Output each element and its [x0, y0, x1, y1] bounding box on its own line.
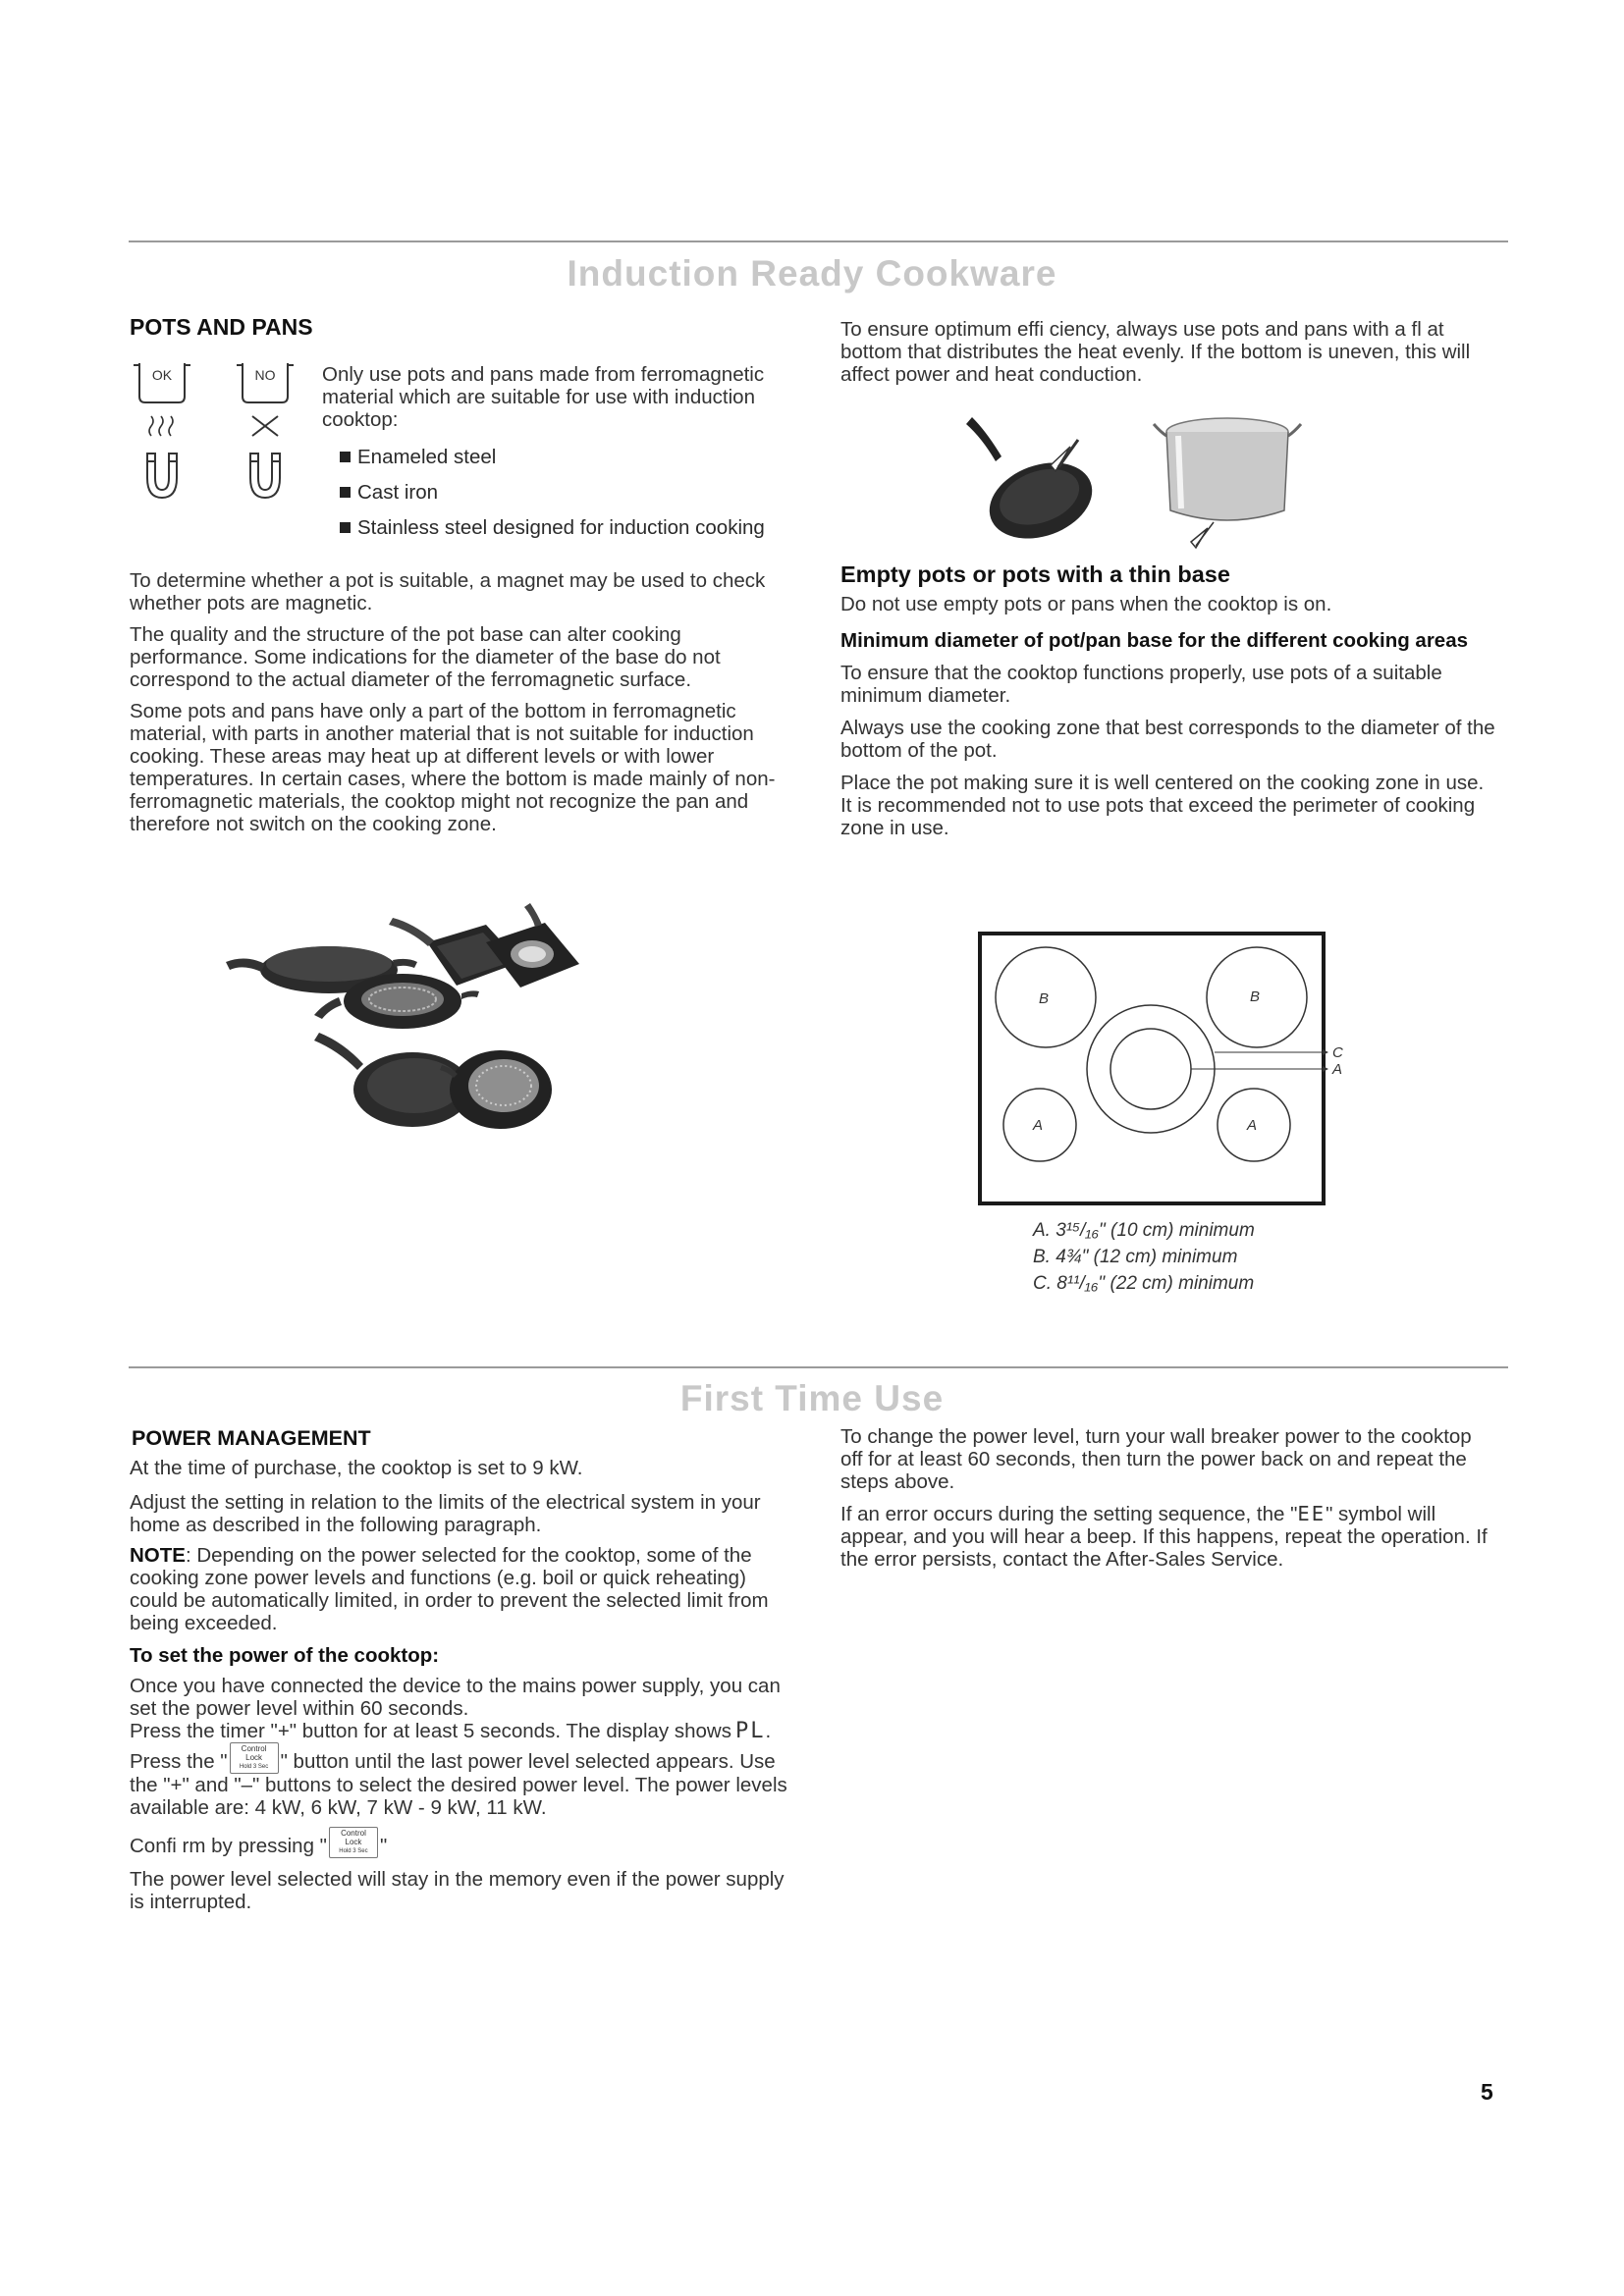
note-paragraph	[130, 1544, 797, 1634]
ok-pot-icon	[134, 363, 190, 402]
page-number: 5	[1481, 2079, 1493, 2105]
legend-b: B. 4¾" (12 cm) minimum	[1033, 1247, 1238, 1267]
quality-paragraph: The quality and the structure of the pot base can alter cooking performance. Some indications for the diameter of the base do not correspond to the actual diameter of the ferromagnetic surface.	[130, 623, 721, 691]
diameter-legend	[1033, 1217, 1255, 1297]
top-rule	[129, 240, 1508, 242]
no-pot-icon	[237, 363, 294, 402]
optimum-paragraph: To ensure optimum effi ciency, always use pots and pans with a fl at bottom that distributes the heat evenly. If the bottom is uneven, this will affect power and heat conduction.	[840, 318, 1471, 386]
label-a-left: A	[1032, 1117, 1044, 1134]
power-management-heading: POWER MANAGEMENT	[132, 1426, 371, 1450]
bullet-square-icon	[340, 487, 351, 498]
legend-a: A. 3¹⁵/₁₆" (10 cm) minimum	[1033, 1220, 1255, 1241]
left-paragraphs	[130, 569, 792, 835]
purchase-paragraph: At the time of purchase, the cooktop is set to 9 kW.	[130, 1457, 583, 1479]
min-diameter-paragraph-2: Always use the cooking zone that best corresponds to the diameter of the bottom of the pot.	[840, 717, 1495, 762]
power-left-column	[130, 1457, 797, 1913]
flat-bottom-illustration	[952, 402, 1316, 560]
cross-icon	[252, 416, 278, 436]
pl-display-symbol: PL	[734, 1719, 766, 1743]
label-a-right: A	[1246, 1117, 1258, 1134]
empty-pots-paragraph: Do not use empty pots or pans when the cooktop is on.	[840, 593, 1332, 615]
heat-waves-icon	[149, 416, 173, 436]
label-b-left: B	[1038, 990, 1050, 1007]
min-diameter-paragraph-1: To ensure that the cooktop functions properly, use pots of a suitable minimum diameter.	[840, 662, 1442, 707]
press-control-lock-paragraph: Press the " Control Lock Hold 3 Sec " button until the last power level selected appears. Use the "+" and "–" buttons to select the desired power level. The power levels available are: 4 kW, 6 kW, 7 kW - 9 kW, 11 kW.	[130, 1744, 787, 1819]
pots-pans-heading: POTS AND PANS	[130, 314, 313, 340]
ee-error-symbol: EE	[1297, 1502, 1326, 1525]
confirm-paragraph: Confi rm by pressing " Control Lock Hold 3 Sec "	[130, 1829, 388, 1857]
stock-pot-image	[1154, 418, 1301, 548]
control-lock-key-icon: Control Lock Hold 3 Sec	[329, 1827, 378, 1858]
intro-text: Only use pots and pans made from ferromagnetic material which are suitable for use with induction cooktop:	[322, 363, 765, 431]
pans-illustration	[226, 903, 619, 1139]
empty-pots-heading: Empty pots or pots with a thin base	[840, 561, 1230, 587]
label-c-callout: C	[1332, 1044, 1343, 1061]
label-a-callout: A	[1332, 1061, 1343, 1078]
magnet-icon-ok	[147, 454, 177, 498]
min-diameter-heading: Minimum diameter of pot/pan base for the different cooking areas	[840, 629, 1469, 652]
right-paragraphs	[840, 593, 1498, 839]
label-b-right: B	[1249, 988, 1261, 1005]
error-paragraph: If an error occurs during the setting sequence, the "EE" symbol will appear, and you will hear a beep. If this happens, repeat the operation. If the error persists, contact the After-Sales Service.	[840, 1502, 1488, 1571]
magnet-paragraph: To determine whether a pot is suitable, a magnet may be used to check whether pots are magnetic.	[130, 569, 766, 614]
material-item: Enameled steel	[340, 446, 772, 468]
frying-pan-image	[314, 1033, 471, 1127]
bullet-square-icon	[340, 452, 351, 462]
set-power-paragraph-2: Press the timer "+" button for at least 5 seconds. The display shows PL.	[130, 1719, 772, 1743]
min-diameter-paragraph-3: Place the pot making sure it is well centered on the cooking zone in use. It is recommended not to use pots that exceed the perimeter of cooking zone in use.	[840, 772, 1485, 839]
pan-with-arrow-image	[966, 417, 1103, 552]
section-title-induction: Induction Ready Cookware	[567, 253, 1057, 294]
cooktop-zones-diagram	[977, 931, 1360, 1210]
adjust-paragraph: Adjust the setting in relation to the limits of the electrical system in your home as described in the following paragraph.	[130, 1491, 761, 1536]
control-lock-key-icon: Control Lock Hold 3 Sec	[230, 1742, 279, 1774]
note-label: NOTE	[130, 1544, 186, 1567]
material-item: Cast iron	[340, 481, 772, 504]
material-item: Stainless steel designed for induction cooking	[340, 516, 772, 539]
middle-rule	[129, 1366, 1508, 1368]
magnet-icon-no	[250, 454, 280, 498]
set-power-heading: To set the power of the cooktop:	[130, 1644, 440, 1667]
grill-pan-base-image	[486, 903, 579, 988]
ok-label: OK	[151, 367, 173, 383]
power-right-column	[840, 1425, 1498, 1571]
frying-pan-base-image	[440, 1050, 552, 1129]
no-label: NO	[254, 367, 276, 383]
partial-bottom-paragraph: Some pots and pans have only a part of the bottom in ferromagnetic material, with parts in another material that is not suitable for induction cooking. These areas may heat up at different levels or with lower temperatures. In certain cases, where the bottom is made mainly of non-ferromagnetic materials, the cooktop might not recognize the pan and therefore not switch on the cooking zone.	[130, 700, 776, 835]
materials-list	[340, 446, 772, 552]
section-title-first-use: First Time Use	[679, 1378, 945, 1418]
ok-no-icons	[128, 355, 324, 532]
note-text: : Depending on the power selected for the cooktop, some of the cooking zone power levels and functions (e.g. boil or quick reheating) could be automatically limited, in order to prevent the selected limit from being exceeded.	[130, 1544, 769, 1634]
change-power-paragraph: To change the power level, turn your wall breaker power to the cooktop off for at least 60 seconds, then turn the power back on and repeat the steps above.	[840, 1425, 1472, 1493]
bullet-square-icon	[340, 522, 351, 533]
memory-paragraph: The power level selected will stay in the memory even if the power supply is interrupted.	[130, 1868, 785, 1913]
set-power-paragraph-1: Once you have connected the device to the mains power supply, you can set the power level within 60 seconds.	[130, 1675, 781, 1720]
legend-c: C. 8¹¹/₁₆" (22 cm) minimum	[1033, 1273, 1255, 1294]
